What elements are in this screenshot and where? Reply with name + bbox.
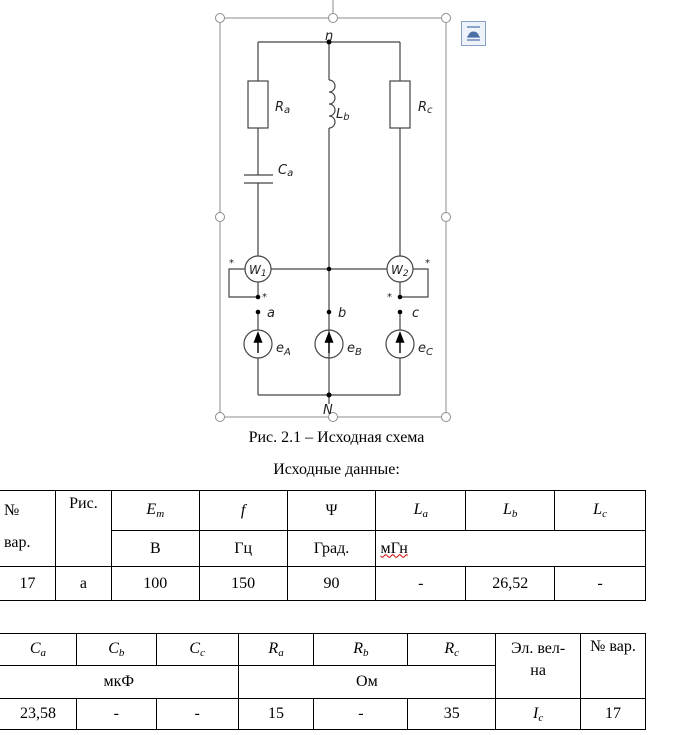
label-ec: $e_C$: [418, 341, 433, 358]
label-node-N: N: [323, 403, 333, 418]
cell-cb: -: [76, 699, 156, 730]
cell-variant-2: 17: [581, 699, 646, 730]
unit-hertz: Гц: [199, 531, 287, 567]
col-variant-header: № вар.: [0, 491, 55, 567]
col-variant-header-2: № вар.: [581, 634, 646, 699]
star-w2-bottom: *: [387, 292, 392, 303]
col-psi-header: Ψ: [287, 491, 376, 531]
label-w2: W2: [391, 263, 409, 279]
star-w1-bottom: *: [262, 292, 267, 303]
col-la-header: $L_a$: [376, 491, 466, 531]
star-w1-left: *: [229, 258, 234, 269]
label-node-n: n: [325, 29, 334, 44]
col-ra-header: $R_a$: [238, 634, 314, 666]
unit-degree: Град.: [287, 531, 376, 567]
star-w2-right: *: [425, 258, 430, 269]
selection-frame: [220, 0, 446, 417]
selection-handles[interactable]: [216, 14, 451, 422]
cell-rc: 35: [408, 699, 496, 730]
col-cc-header: $C_c$: [156, 634, 238, 666]
col-lb-header: $L_b$: [466, 491, 555, 531]
cell-lc: -: [555, 567, 646, 601]
layout-options-icon[interactable]: [461, 21, 486, 46]
label-node-b: b: [338, 306, 347, 321]
unit-millihenry: мГн: [376, 531, 646, 567]
resistor-rc: [390, 81, 410, 128]
initial-data-table-2: [0, 633, 646, 730]
cell-variant: 17: [0, 567, 55, 601]
cell-psi: 90: [287, 567, 376, 601]
unit-volt: В: [111, 531, 199, 567]
label-lb: Lb: [336, 107, 350, 123]
label-node-c: c: [412, 306, 420, 321]
col-ca-header: $C_a$: [0, 634, 76, 666]
label-w1: W1: [249, 263, 267, 279]
cell-quantity: $I_c$: [496, 699, 581, 730]
initial-data-heading: Исходные данные:: [273, 461, 400, 478]
cell-ca: 23,58: [0, 699, 76, 730]
cell-em: 100: [111, 567, 199, 601]
cell-cc: -: [156, 699, 238, 730]
col-em-header: $E_m$: [111, 491, 199, 531]
col-lc-header: $L_c$: [555, 491, 646, 531]
figure-caption: Рис. 2.1 – Исходная схема: [248, 429, 425, 446]
unit-microfarad: мкФ: [0, 666, 238, 699]
resistor-ra: [248, 81, 268, 128]
cell-figure: а: [55, 567, 111, 601]
unit-ohm: Ом: [238, 666, 496, 699]
col-rb-header: $R_b$: [314, 634, 408, 666]
cell-la: -: [376, 567, 466, 601]
col-rc-header: $R_c$: [408, 634, 496, 666]
cell-lb: 26,52: [466, 567, 555, 601]
col-figure-header: Рис.: [55, 491, 111, 567]
col-cb-header: $C_b$: [76, 634, 156, 666]
cell-rb: -: [314, 699, 408, 730]
label-eb: $e_B$: [347, 341, 362, 358]
label-ea: $e_A$: [276, 341, 291, 358]
label-ra: Ra: [275, 100, 291, 116]
label-node-a: a: [267, 306, 275, 321]
cell-ra: 15: [238, 699, 314, 730]
inductor-lb: [329, 80, 335, 128]
node-N-dot: [327, 393, 332, 398]
label-ca: Ca: [278, 163, 294, 179]
col-f-header: f: [199, 491, 287, 531]
initial-data-table-1: [0, 490, 646, 601]
label-rc: Rc: [418, 100, 433, 116]
col-quantity-header: Эл. вел- на: [496, 634, 581, 699]
cell-f: 150: [199, 567, 287, 601]
